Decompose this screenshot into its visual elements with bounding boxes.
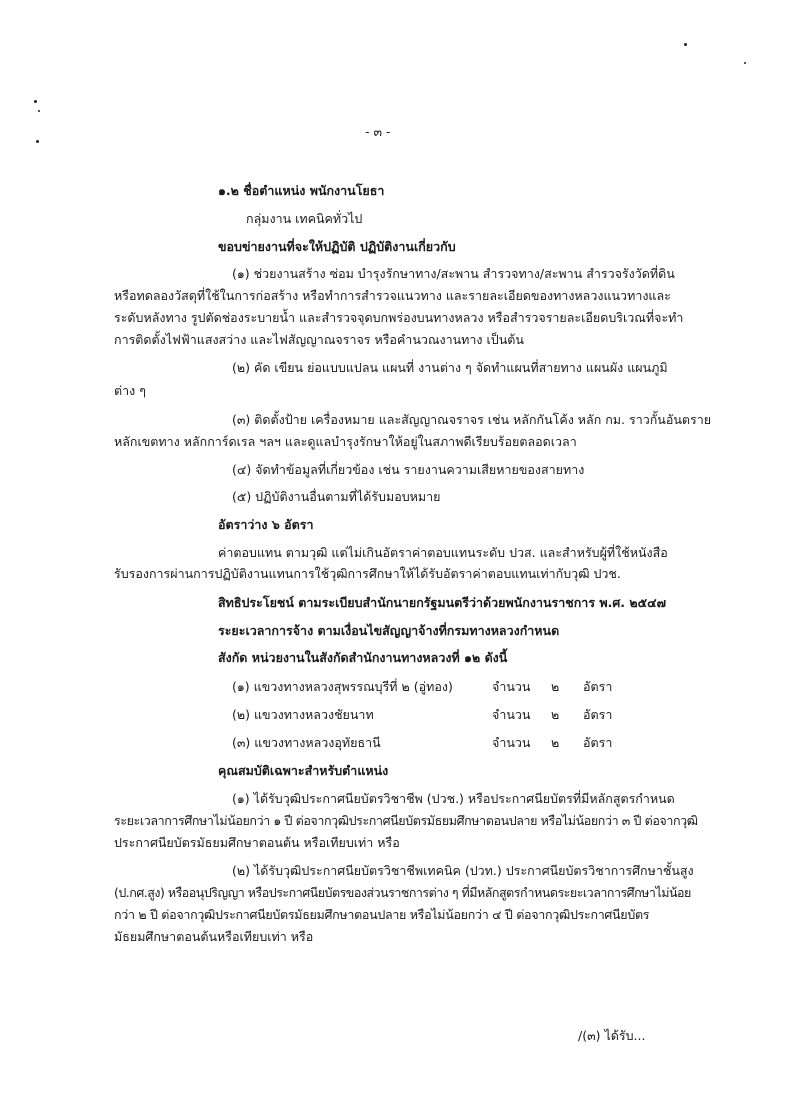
unit-2-name: (๒) แขวงทางหลวงชัยนาท [232, 707, 374, 722]
page-number: - ๓ - [365, 124, 391, 139]
unit-2-count: ๒ [551, 707, 560, 722]
vacancy: อัตราว่าง ๖ อัตรา [218, 517, 314, 532]
unit-1-name: (๑) แขวงทางหลวงสุพรรณบุรีที่ ๒ (อู่ทอง) [232, 679, 453, 694]
unit-1-count: ๒ [551, 679, 560, 694]
qualification-1-line-1: (๑) ได้รับวุฒิประกาศนียบัตรวิชาชีพ (ปวช.) หรือประกาศนียบัตรที่มีหลักสูตรกำหนด [232, 791, 675, 806]
qualification-2-line-3: กว่า ๒ ปี ต่อจากวุฒิประกาศนียบัตรมัธยมศึกษาตอนปลาย หรือไม่น้อยกว่า ๔ ปี ต่อจากวุฒิประกาศนียบัตร [114, 907, 650, 922]
scope-heading: ขอบข่ายงานที่จะให้ปฏิบัติ ปฏิบัติงานเกี่ยวกับ [218, 239, 456, 254]
qualification-1-line-3: ประกาศนียบัตรมัธยมศึกษาตอนต้น หรือเทียบเท่า หรือ [114, 835, 400, 850]
duty-1-line-2: หรือทดลองวัสดุที่ใช้ในการก่อสร้าง หรือทำการสำรวจแนวทาง และรายละเอียดของทางหลวงแนวทางและ [114, 288, 671, 303]
unit-2-unit: อัตรา [583, 707, 613, 722]
scan-speck [684, 43, 687, 46]
unit-3-count-label: จำนวน [492, 735, 531, 750]
continuation-marker: /(๓) ได้รับ... [578, 1028, 646, 1043]
qualifications-heading: คุณสมบัติเฉพาะสำหรับตำแหน่ง [218, 763, 389, 778]
duty-3-line-1: (๓) ติดตั้งป้าย เครื่องหมาย และสัญญาณจราจร เช่น หลักกันโค้ง หลัก กม. ราวกั้นอันตราย [232, 412, 712, 427]
duty-5: (๕) ปฏิบัติงานอื่นตามที่ได้รับมอบหมาย [232, 489, 441, 504]
unit-3-name: (๓) แขวงทางหลวงอุทัยธานี [232, 735, 381, 750]
qualification-2-line-4: มัธยมศึกษาตอนต้นหรือเทียบเท่า หรือ [114, 929, 314, 944]
qualification-1-line-2: ระยะเวลาการศึกษาไม่น้อยกว่า ๑ ปี ต่อจากวุฒิประกาศนียบัตรมัธยมศึกษาตอนปลาย หรือไม่น้อยกว่า ๓ ปี ต่อจากวุฒิ [114, 813, 698, 828]
duty-3-line-2: หลักเขตทาง หลักการ์ดเรล ฯลฯ และดูแลบำรุงรักษาให้อยู่ในสภาพดีเรียบร้อยตลอดเวลา [114, 434, 577, 449]
unit-2-count-label: จำนวน [492, 707, 531, 722]
scan-speck [34, 100, 37, 103]
duty-1-line-4: การติดตั้งไฟฟ้าแสงสว่าง และไฟสัญญาณจราจร หรือคำนวณงานทาง เป็นต้น [114, 332, 524, 347]
job-group: กลุ่มงาน เทคนิคทั่วไป [246, 211, 363, 226]
employment-term: ระยะเวลาการจ้าง ตามเงื่อนไขสัญญาจ้างที่กรมทางหลวงกำหนด [218, 623, 560, 638]
affiliation: สังกัด หน่วยงานในสังกัดสำนักงานทางหลวงที่ ๑๒ ดังนี้ [218, 650, 508, 665]
scan-speck [744, 62, 746, 64]
duty-4: (๔) จัดทำข้อมูลที่เกี่ยวข้อง เช่น รายงานความเสียหายของสายทาง [232, 462, 585, 477]
unit-3-unit: อัตรา [583, 735, 613, 750]
unit-1-count-label: จำนวน [492, 679, 531, 694]
unit-3-count: ๒ [551, 735, 560, 750]
qualification-2-line-1: (๒) ได้รับวุฒิประกาศนียบัตรวิชาชีพเทคนิค (ปวท.) ประกาศนียบัตรวิชาการศึกษาชั้นสูง [232, 863, 694, 878]
position-heading: ๑.๒ ชื่อตำแหน่ง พนักงานโยธา [218, 183, 385, 198]
scan-speck [36, 140, 39, 143]
benefits: สิทธิประโยชน์ ตามระเบียบสำนักนายกรัฐมนตรีว่าด้วยพนักงานราชการ พ.ศ. ๒๕๔๗ [218, 595, 666, 610]
qualification-2-line-2: (ป.กศ.สูง) หรืออนุปริญญา หรือประกาศนียบัตรของส่วนราชการต่าง ๆ ที่มีหลักสูตรกำหนดระยะเวลาการศึกษาไม่น้อย [114, 885, 691, 900]
scan-speck [38, 110, 40, 112]
duty-2-line-2: ต่าง ๆ [114, 383, 146, 398]
duty-1-line-1: (๑) ช่วยงานสร้าง ซ่อม บำรุงรักษาทาง/สะพาน สำรวจทาง/สะพาน สำรวจรังวัดที่ดิน [232, 266, 675, 281]
duty-1-line-3: ระดับหลังทาง รูปตัดช่องระบายน้ำ และสำรวจจุดบกพร่องบนทางหลวง หรือสำรวจรายละเอียดบริเวณที่จะทำ [114, 310, 684, 325]
compensation-line-1: ค่าตอบแทน ตามวุฒิ แต่ไม่เกินอัตราค่าตอบแทนระดับ ปวส. และสำหรับผู้ที่ใช้หนังสือ [218, 545, 668, 560]
compensation-line-2: รับรองการผ่านการปฏิบัติงานแทนการใช้วุฒิการศึกษาให้ได้รับอัตราค่าตอบแทนเท่ากับวุฒิ ปวช. [114, 566, 621, 581]
unit-1-unit: อัตรา [583, 679, 613, 694]
duty-2-line-1: (๒) คัด เขียน ย่อแบบแปลน แผนที่ งานต่าง ๆ จัดทำแผนที่สายทาง แผนผัง แผนภูมิ [232, 360, 668, 375]
